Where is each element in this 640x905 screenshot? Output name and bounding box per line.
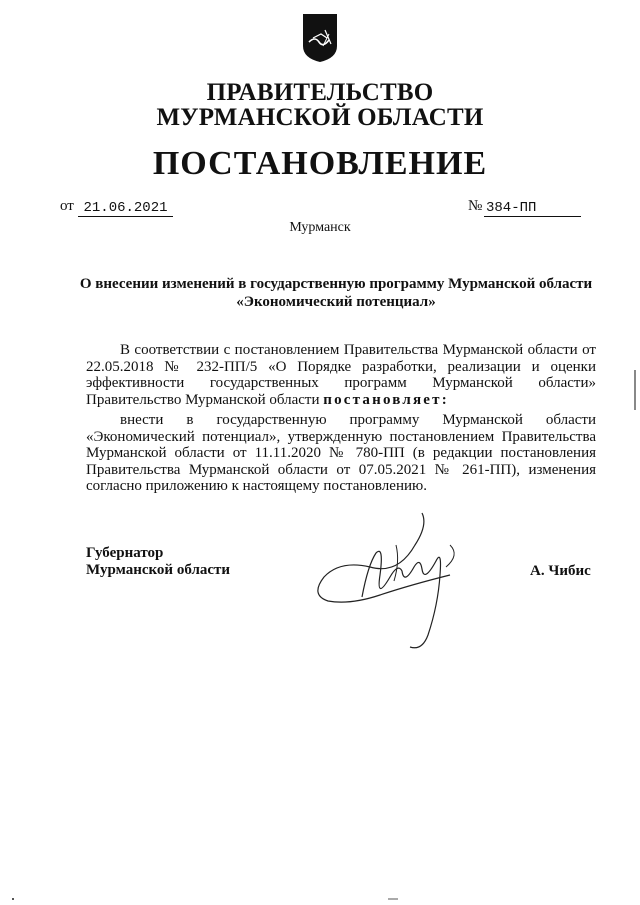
coat-of-arms-icon [301, 12, 339, 64]
handwritten-signature [310, 505, 480, 655]
signatory-position [86, 545, 230, 579]
paragraph-resolution: внести в государственную программу Мурманской области «Экономический потенциал», утвержденную постановлением Правительства Мурманской области от 11.11.2020 № 780-ПП (в редакции постановления Правительства Мурманской области от 07.05.2021 № 261-ПП), изменения согласно приложению к настоящему постановлению. [86, 412, 596, 494]
document-subject [76, 275, 596, 311]
position-line-2: Мурманской области [86, 562, 231, 578]
resolution-keyword: постановляет: [323, 391, 449, 408]
city: Мурманск [289, 220, 351, 235]
issuer-line-2: МУРМАНСКОЙ ОБЛАСТИ [156, 104, 484, 131]
signatory-name: А. Чибис [530, 563, 591, 579]
paragraph-basis-text: В соответствии с постановлением Правительства Мурманской области от 22.05.2018 № 232-ПП/5 «О Порядке разработки, реализации и оценки эффективности государственных программ Мурманской области» Правительство Мурманской области [86, 342, 596, 408]
subject-line-1: О внесении изменений в государственную программу Мурманской области [79, 276, 593, 292]
number-label: № [468, 198, 483, 214]
scan-dot [388, 898, 398, 900]
scan-edge-mark [634, 370, 636, 410]
date-label: от [60, 198, 74, 214]
document-type-title: ПОСТАНОВЛЕНИЕ [152, 145, 488, 182]
document-date: 21.06.2021 [78, 200, 173, 217]
subject-line-2: «Экономический потенциал» [236, 294, 436, 310]
document-number: 384-ПП [484, 200, 581, 217]
scan-dot [12, 898, 14, 900]
paragraph-basis [86, 342, 596, 408]
position-line-1: Губернатор [86, 545, 164, 561]
issuer-line-1: ПРАВИТЕЛЬСТВО [206, 79, 434, 106]
